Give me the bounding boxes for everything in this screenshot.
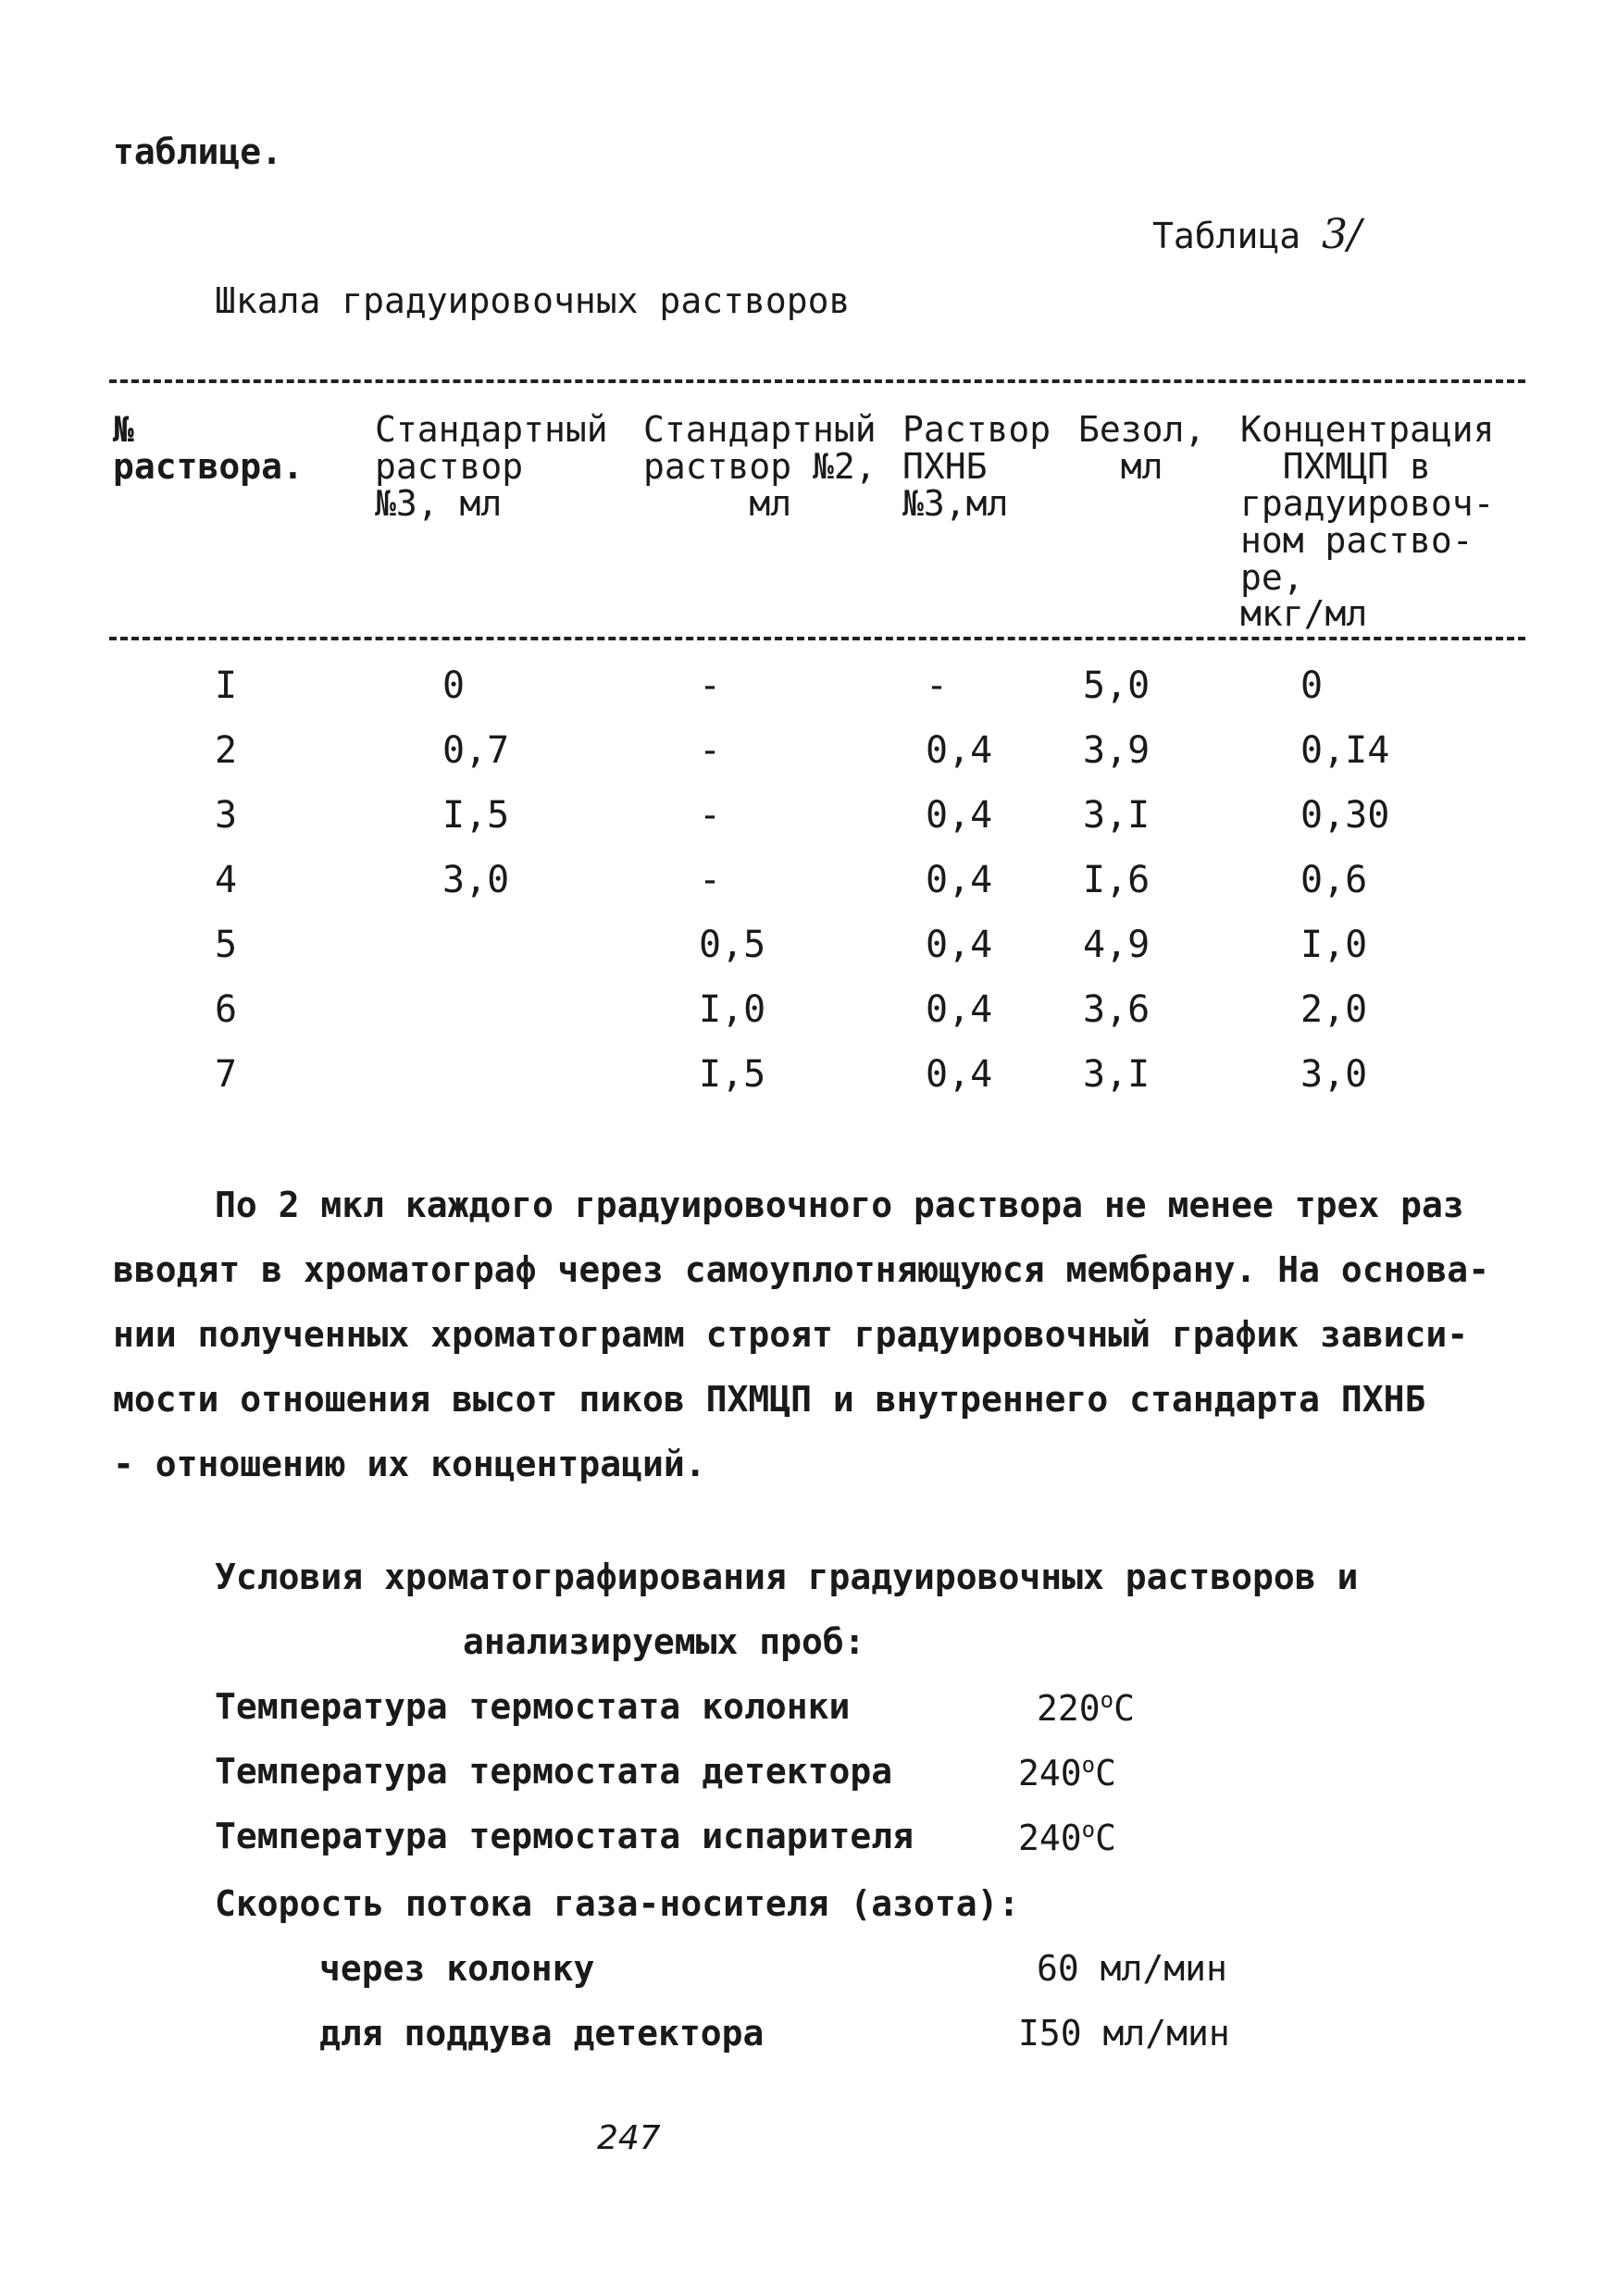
condition-value: 220$^o$C [1037, 1687, 1135, 1729]
condition-label: Температура термостата колонки [215, 1686, 851, 1727]
table-cell: 2 [215, 729, 238, 772]
flow-value: 60 мл/мин [1037, 1948, 1227, 1989]
continued-text: таблице. [113, 131, 283, 172]
table-cell: 0,4 [926, 859, 993, 901]
table-cell: 3,I [1083, 1053, 1151, 1096]
table-cell: 4,9 [1083, 924, 1151, 966]
table-cell: 0,I4 [1300, 729, 1390, 772]
table-cell: 0,4 [926, 924, 993, 966]
table-header-cell-6: Концентрация ПХМЦП в градуировоч- ном раство- ре, мкг/мл [1240, 409, 1495, 635]
table-cell: - [699, 729, 722, 772]
conditions-title: Условия хроматографирования градуировочных растворов и [215, 1557, 1359, 1597]
table-cell: 3 [215, 794, 238, 837]
table-cell: 5 [215, 924, 238, 966]
page-number: 247 [597, 2119, 661, 2157]
condition-label: Температура термостата испарителя [215, 1816, 914, 1856]
table-cell: 0,6 [1300, 859, 1368, 901]
table-cell: 0 [442, 664, 466, 707]
table-cell: 0,4 [926, 729, 993, 772]
table-cell: - [699, 859, 722, 901]
table-cell: 0,4 [926, 988, 993, 1031]
condition-label: Температура термостата детектора [215, 1751, 893, 1792]
conditions-subtitle: анализируемых проб: [463, 1621, 865, 1662]
flow-label: для поддува детектора [319, 2013, 765, 2054]
table-cell: - [699, 664, 722, 707]
table-header-cell-3: Стандартный раствор №2, мл [643, 409, 877, 524]
table-cell: I,6 [1083, 859, 1151, 901]
table-cell: 3,I [1083, 794, 1151, 837]
table-cell: 0,4 [926, 794, 993, 837]
table-label-word: Таблица [1152, 216, 1301, 256]
table-cell: 6 [215, 988, 238, 1031]
table-cell: I [215, 664, 238, 707]
table-cell: - [926, 664, 949, 707]
flow-label: через колонку [319, 1948, 595, 1989]
table-header-cell-2: Стандартный раствор №3, мл [375, 409, 608, 524]
condition-value: 240$^o$C [1018, 1817, 1116, 1858]
table-cell: 3,0 [442, 859, 510, 901]
table-cell: 3,0 [1300, 1053, 1368, 1096]
table-cell: 2,0 [1300, 988, 1368, 1031]
table-cell: I,5 [699, 1053, 766, 1096]
table-header-cell-5: Безол, мл [1078, 409, 1206, 487]
table-title: Шкала градуировочных растворов [215, 280, 851, 321]
table-top-rule [109, 379, 1525, 383]
table-cell: I,5 [442, 794, 510, 837]
table-cell: 5,0 [1083, 664, 1151, 707]
paragraph-line: вводят в хроматограф через самоуплотняющуюся мембрану. На основа- [113, 1249, 1490, 1290]
table-cell: 4 [215, 859, 238, 901]
paragraph-line: По 2 мкл каждого градуировочного раствора не менее трех раз [215, 1185, 1464, 1225]
table-header-cell-1: № раствора. [113, 409, 304, 487]
table-header-cell-4: Раствор ПХНБ №3,мл [902, 409, 1051, 524]
table-cell: 0,7 [442, 729, 510, 772]
table-cell: 3,9 [1083, 729, 1151, 772]
table-header-rule [109, 637, 1525, 640]
table-cell: I,0 [1300, 924, 1368, 966]
table-cell: 0,30 [1300, 794, 1390, 837]
table-number: 3/ [1322, 211, 1362, 258]
table-cell: I,0 [699, 988, 766, 1031]
table-cell: 0 [1300, 664, 1324, 707]
table-label [1152, 211, 1362, 258]
table-cell: 3,6 [1083, 988, 1151, 1031]
paragraph-line: мости отношения высот пиков ПХМЦП и внутреннего стандарта ПХНБ [113, 1379, 1426, 1420]
paragraph-line: нии полученных хроматограмм строят градуировочный график зависи- [113, 1314, 1469, 1355]
flow-title: Скорость потока газа-носителя (азота): [215, 1883, 1020, 1924]
table-cell: 7 [215, 1053, 238, 1096]
condition-value: 240$^o$C [1018, 1752, 1116, 1793]
table-cell: - [699, 794, 722, 837]
flow-value: I50 мл/мин [1018, 2013, 1230, 2054]
table-cell: 0,5 [699, 924, 766, 966]
paragraph-line: - отношению их концентраций. [113, 1444, 706, 1484]
table-cell: 0,4 [926, 1053, 993, 1096]
